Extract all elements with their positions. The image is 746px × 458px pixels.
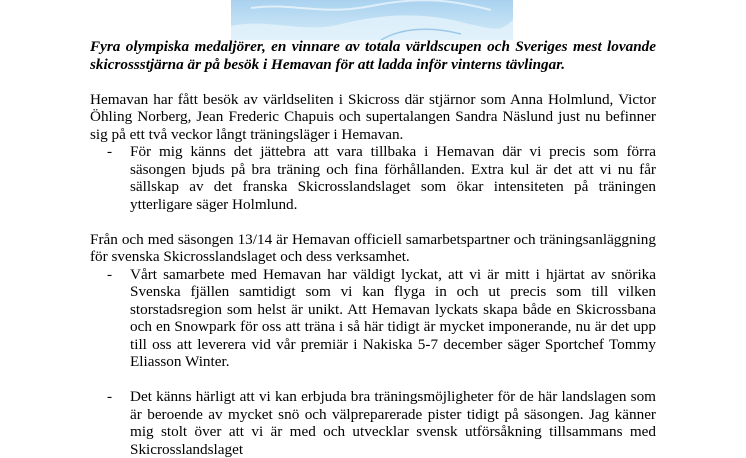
press-release-body — [90, 38, 656, 458]
quote-text: Vårt samarbete med Hemavan har väldigt lyckat, att vi är mitt i hjärtat av snörika Svenska fjällen samtidigt som vi kan flyga in och ut precis som till vilken storstadsregion som helst är unikt. Att Hemavan lyckats skapa både en Skicrossbana och en Snowpark för oss att träna i så här tidigt är mycket imponerande, nu är det upp till oss att leverera vid vår premiär i Nakiska 5-7 december säger Sportchef Tommy Eliasson Winter. — [130, 265, 656, 370]
partnership-paragraph: Från och med säsongen 13/14 är Hemavan officiell samarbetspartner och träningsanläggning för svenska Skicrosslandslaget och dess verksamhet. — [90, 230, 656, 265]
bullet-dash: - — [107, 143, 113, 160]
bullet-dash: - — [107, 388, 113, 405]
article-photo — [231, 0, 513, 40]
quote-holmlund — [107, 143, 656, 213]
quote-sportchef — [107, 265, 656, 371]
quote-text: Det känns härligt att vi kan erbjuda bra träningsmöjligheter för de här landslagen som är beroende av mycket snö och välpreparerade pister tidigt på säsongen. Jag känner mig stolt över att vi är med och utvecklar svensk utförsåkning tillsammans med Skicrosslandslaget — [130, 388, 656, 458]
article-lede: Fyra olympiska medaljörer, en vinnare av totala världscupen och Sveriges mest lovande skicrossstjärna är på besök i Hemavan för att ladda inför vinterns tävlingar. — [90, 38, 656, 73]
quote-hemavan — [107, 388, 656, 458]
quote-text: För mig känns det jättebra att vara tillbaka i Hemavan där vi precis som förra säsongen bjuds på bra träning och fina förhållanden. Extra kul är det att vi nu får sällskap av det franska Skicrosslandslaget som ökar intensiteten på träningen ytterligare säger Holmlund. — [130, 143, 656, 213]
intro-paragraph: Hemavan har fått besök av världseliten i Skicross där stjärnor som Anna Holmlund, Victor Öhling Norberg, Jean Frederic Chapuis och supertalangen Sandra Näslund just nu befinner sig på ett två veckor långt träningsläger i Hemavan. — [90, 90, 656, 143]
bullet-dash: - — [107, 265, 113, 283]
snow-texture-graphic — [231, 0, 513, 40]
